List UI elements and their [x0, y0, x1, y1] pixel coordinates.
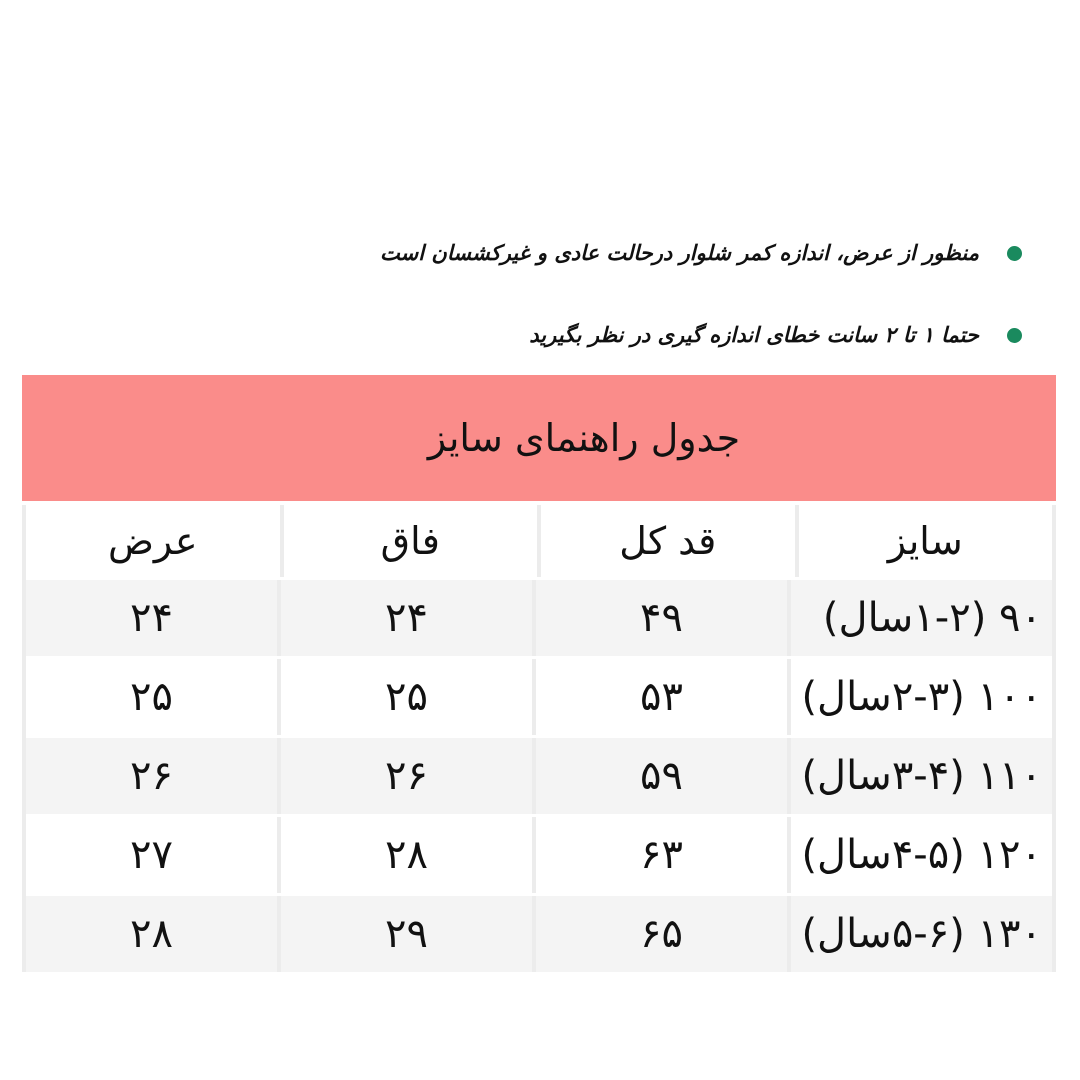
note-item	[420, 310, 1032, 360]
cell-rise: ۲۶	[277, 738, 532, 814]
table-grid	[22, 505, 1056, 972]
cell-length: ۶۵	[532, 896, 787, 972]
table-row	[26, 656, 1052, 735]
cell-width: ۲۸	[130, 911, 173, 957]
column-header-length: قد کل	[537, 505, 795, 577]
cell-rise: ۲۸	[277, 817, 532, 893]
cell-length: ۴۹	[532, 580, 787, 656]
bullet-icon	[1007, 246, 1022, 261]
note-text: حتما ۱ تا ۲ سانت خطای اندازه گیری در نظر بگیرید	[529, 323, 979, 347]
table-header-row	[26, 505, 1052, 577]
table-row	[26, 893, 1052, 972]
cell-width: ۲۷	[130, 832, 173, 878]
cell-width: ۲۶	[130, 753, 173, 799]
cell-size: ۱۳۰ (۵-۶سال)	[787, 896, 1052, 972]
cell-length: ۵۳	[532, 659, 787, 735]
cell-rise: ۲۹	[277, 896, 532, 972]
cell-rise: ۲۴	[277, 580, 532, 656]
table-row	[26, 577, 1052, 656]
column-header-width: عرض	[107, 519, 198, 563]
column-header-size: سایز	[795, 505, 1053, 577]
cell-length: ۶۳	[532, 817, 787, 893]
note-text: منظور از عرض، اندازه کمر شلوار درحالت عادی و غیرکشسان است	[380, 241, 979, 265]
bullet-icon	[1007, 328, 1022, 343]
cell-width: ۲۵	[130, 674, 173, 720]
table-row	[26, 735, 1052, 814]
cell-size: ۱۰۰ (۲-۳سال)	[787, 659, 1052, 735]
cell-size: ۹۰ (۱-۲سال)	[787, 580, 1052, 656]
note-item	[380, 228, 1032, 278]
cell-size: ۱۲۰ (۴-۵سال)	[787, 817, 1052, 893]
table-title: جدول راهنمای سایز	[22, 375, 1056, 501]
cell-width: ۲۴	[130, 595, 173, 641]
cell-rise: ۲۵	[277, 659, 532, 735]
size-guide-table	[22, 375, 1056, 972]
cell-size: ۱۱۰ (۳-۴سال)	[787, 738, 1052, 814]
notes-list	[380, 228, 1032, 360]
column-header-rise: فاق	[280, 505, 538, 577]
cell-length: ۵۹	[532, 738, 787, 814]
table-row	[26, 814, 1052, 893]
